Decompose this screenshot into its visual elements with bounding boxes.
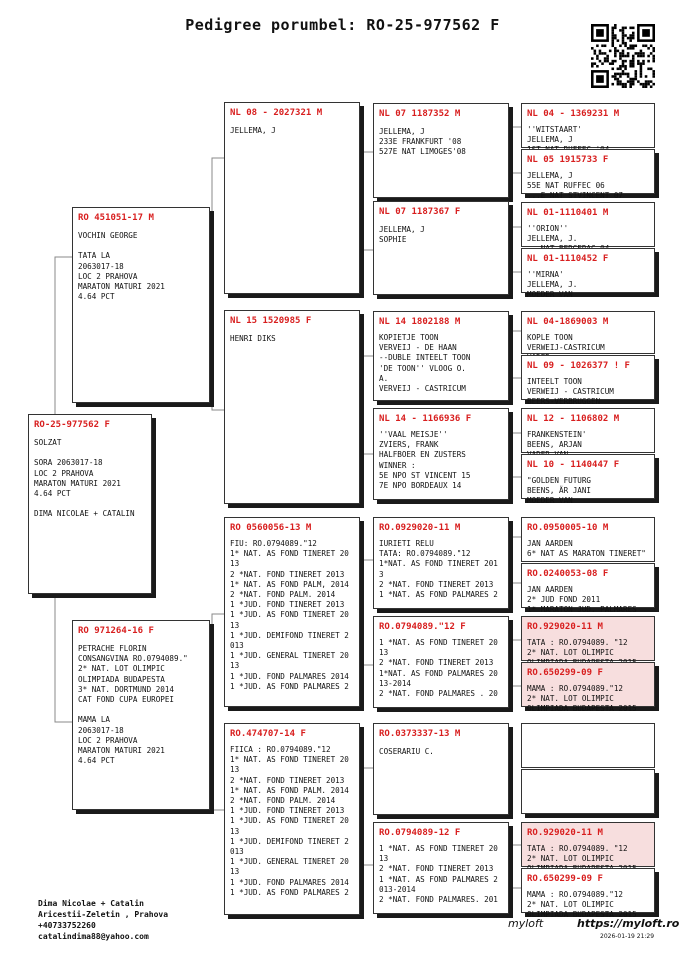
pigeon-card-gen3-3[interactable] <box>224 517 360 707</box>
pigeon-info: "GOLDEN FUTURG BEENS, ÄR JANI MOEDER VAN <box>527 476 592 506</box>
pigeon-card-gen5-12[interactable] <box>521 662 655 714</box>
owner-location: Aricestii-Zeletin , Prahova <box>38 910 169 919</box>
pigeon-info: TATA : RO.0794089. "12 2* NAT. LOT OLIMPIC <box>527 844 628 864</box>
pigeon-info: ''MIRNA' JELLEMA, J. MOEDER VAN <box>527 270 578 300</box>
pigeon-info: FIU: RO.0794089."12 1* NAT. AS FOND TINERET 20 13 2 *NAT. FOND TINERET 2013 1* NAT. AS FOND PALM, 2014 2 *NAT. FOND PALM. 2014 1 *JUD. FOND TINERET 2013 1 *JUD. AS FOND TINERET 20 13 1 *JUD. DEMIFOND TINERET 2 013 1 *JUD. GENERAL TINERET 20 13 1 *JUD. FOND PALMARES 2014 1 *JUD. AS FOND PALMARES 2 <box>230 539 349 691</box>
myloft-logo: myloft <box>508 917 544 930</box>
pigeon-info: SOLZAT SORA 2063017-18 LOC 2 PRAHOVA MARATON MATURI 2021 4.64 PCT DIMA NICOLAE + CATALIN <box>34 438 135 519</box>
pigeon-card-gen5-8[interactable] <box>521 454 655 506</box>
owner-contact <box>38 898 168 942</box>
pigeon-card-gen5-6[interactable] <box>521 355 655 407</box>
pigeon-info: MAMA : RO.0794089."12 2* NAT. LOT OLIMPIC OLIMPIADA BUDAPESTA 2015 <box>527 684 637 714</box>
pigeon-card-gen5-9[interactable] <box>521 517 655 562</box>
pigeon-card-gen3-1[interactable] <box>224 102 360 294</box>
pigeon-info: ''VAAL MEISJE'' ZVIERS, FRANK HALFBOER EN ZUSTERS WINNER : 5E NPO ST VINCENT 15 7E NPO BORDEAUX 14 <box>379 430 471 491</box>
pigeon-card-gen4-2[interactable] <box>373 201 509 295</box>
pigeon-card-gen5-14-empty[interactable] <box>521 769 655 814</box>
ring-number: RO.474707-14 F <box>230 729 306 739</box>
pigeon-card-gen4-3[interactable] <box>373 311 509 401</box>
pigeon-info: JELLEMA, J 233E FRANKFURT '08 527E NAT LIMOGES'08 <box>379 127 466 157</box>
pigeon-card-gen5-4[interactable] <box>521 248 655 300</box>
ring-number: NL 14 1802188 M <box>379 317 461 327</box>
ring-number: RO.929020-11 M <box>527 622 603 632</box>
pigeon-card-gen5-7[interactable] <box>521 408 655 453</box>
website-link[interactable]: https://myloft.ro <box>577 917 680 930</box>
pigeon-info: MAMA : RO.0794089."12 2* NAT. LOT OLIMPIC OLIMPIADA BUDAPESTA 2015 <box>527 890 637 920</box>
pigeon-card-gen5-16[interactable] <box>521 868 655 920</box>
ring-number: RO.929020-11 M <box>527 828 603 838</box>
pigeon-info: JAN AARDEN 2* JUD FOND 2011 1* MARATON JUD. PALMARES <box>527 585 637 615</box>
ring-number: NL 04 - 1369231 M <box>527 109 620 119</box>
pigeon-card-gen3-2[interactable] <box>224 310 360 504</box>
pigeon-card-gen5-11[interactable] <box>521 616 655 661</box>
pigeon-info: KOPIETJE TOON VERVEIJ - DE HAAN --DUBLE INTEELT TOON 'DE TOON'' VLOOG O. A. VERVEIJ - CASTRICUM <box>379 333 471 394</box>
pigeon-info: ''ORION'' JELLEMA, J. <box>527 224 578 244</box>
pigeon-card-gen5-15[interactable] <box>521 822 655 867</box>
pigeon-info: JAN AARDEN 6* NAT AS MARATON TINERET" <box>527 539 646 559</box>
pigeon-info: HENRI DIKS <box>230 334 276 343</box>
ring-number: NL 08 - 2027321 M <box>230 108 323 118</box>
pigeon-card-dam[interactable] <box>72 620 210 810</box>
ring-number: NL 09 - 1026377 ! F <box>527 361 630 371</box>
pigeon-info: KOPLE TOON VERWEIJ-CASTRICUM <box>527 333 605 353</box>
pigeon-info: VOCHIN GEORGE TATA LA 2063017-18 LOC 2 PRAHOVA MARATON MATURI 2021 4.64 PCT <box>78 231 165 302</box>
pigeon-info: JELLEMA, J 55E NAT RUFFEC 06 ...E NAT STVINCENT 07 <box>527 171 624 201</box>
ring-number: RO.0240053-08 F <box>527 569 609 579</box>
pigeon-card-gen4-4[interactable] <box>373 408 509 500</box>
pigeon-card-sire[interactable] <box>72 207 210 403</box>
ring-number: NL 01-1110452 F <box>527 254 609 264</box>
pigeon-card-gen4-1[interactable] <box>373 103 509 198</box>
ring-number: NL 07 1187352 M <box>379 109 461 119</box>
pigeon-card-gen4-5[interactable] <box>373 517 509 609</box>
ring-number: NL 05 1915733 F <box>527 155 609 165</box>
ring-number: RO 451051-17 M <box>78 213 154 223</box>
pigeon-card-gen5-10[interactable] <box>521 563 655 615</box>
pigeon-card-gen4-8[interactable] <box>373 822 509 914</box>
ring-number: RO 971264-16 F <box>78 626 154 636</box>
pigeon-card-gen3-4[interactable] <box>224 723 360 915</box>
owner-phone: +40733752260 <box>38 921 96 930</box>
pigeon-info: FRANKENSTEIN' BEENS, ARJAN <box>527 430 587 450</box>
pigeon-info: ''WITSTAART' JELLEMA, J <box>527 125 582 145</box>
ring-number: RO 0560056-13 M <box>230 523 312 533</box>
pigeon-info: FIICA : RO.0794089."12 1* NAT. AS FOND TINERET 20 13 2 *NAT. FOND TINERET 2013 1* NAT. AS FOND PALM. 2014 2 *NAT. FOND PALM. 2014 1 *JUD. FOND TINERET 2013 1 *JUD. AS FOND TINERET 20 13 1 *JUD. DEMIFOND TINERET 2 013 1 *JUD. GENERAL TINERET 20 13 1 *JUD. FOND PALMARES 2014 1 *JUD. AS FOND PALMARES 2 <box>230 745 349 897</box>
ring-number: NL 10 - 1140447 F <box>527 460 620 470</box>
pigeon-info: COSERARIU C. <box>379 747 434 756</box>
pigeon-info: JELLEMA, J SOPHIE <box>379 225 425 245</box>
generated-timestamp: 2026-01-19 21:29 <box>600 933 655 940</box>
owner-name: Dima Nicolae + Catalin <box>38 899 144 908</box>
ring-number: NL 12 - 1106802 M <box>527 414 620 424</box>
owner-email[interactable]: catalindima88@yahoo.com <box>38 932 149 941</box>
pigeon-card-subject[interactable] <box>28 414 152 594</box>
pigeon-card-gen4-6[interactable] <box>373 616 509 708</box>
ring-number: NL 04-1869003 M <box>527 317 609 327</box>
page-title: Pedigree porumbel: RO-25-977562 F <box>185 16 500 34</box>
pigeon-info: JELLEMA, J <box>230 126 276 135</box>
ring-number: NL 15 1520985 F <box>230 316 312 326</box>
ring-number: RO.0794089."12 F <box>379 622 466 632</box>
pigeon-info: 1 *NAT. AS FOND TINERET 20 13 2 *NAT. FOND TINERET 2013 1 *NAT. AS FOND PALMARES 2 013-2014 2 *NAT. FOND PALMARES. 201 <box>379 844 498 905</box>
ring-number: NL 07 1187367 F <box>379 207 461 217</box>
pigeon-card-gen4-7[interactable] <box>373 723 509 815</box>
pigeon-info: TATA : RO.0794089. "12 2* NAT. LOT OLIMPIC <box>527 638 628 658</box>
pigeon-info: PETRACHE FLORIN CONSANGVINA RO.0794089." 2* NAT. LOT OLIMPIC OLIMPIADA BUDAPESTA 3* NAT. DORTMUND 2014 CAT FOND CUPA EUROPEI MAMA LA 2063017-18 LOC 2 PRAHOVA MARATON MATURI 2021 4.64 PCT <box>78 644 188 766</box>
pigeon-card-gen5-2[interactable] <box>521 149 655 201</box>
pigeon-card-gen5-3[interactable] <box>521 202 655 247</box>
pigeon-card-gen5-5[interactable] <box>521 311 655 354</box>
ring-number: NL 14 - 1166936 F <box>379 414 472 424</box>
pigeon-info: IURIETI RELU TATA: RO.0794089."12 1*NAT. AS FOND TINERET 201 3 2 *NAT. FOND TINERET 2013 1 *NAT. AS FOND PALMARES 2 <box>379 539 498 600</box>
ring-number: NL 01-1110401 M <box>527 208 609 218</box>
ring-number: RO.0794089-12 F <box>379 828 461 838</box>
pigeon-card-gen5-1[interactable] <box>521 103 655 148</box>
ring-number: RO.650299-09 F <box>527 874 603 884</box>
pigeon-card-gen5-13-empty[interactable] <box>521 723 655 768</box>
ring-number: RO-25-977562 F <box>34 420 110 430</box>
pigeon-info: INTEELT TOON VERWEIJ - CASTRICUM BEERS-VERBRUGGEN <box>527 377 614 407</box>
ring-number: RO.0373337-13 M <box>379 729 461 739</box>
ring-number: RO.0950005-10 M <box>527 523 609 533</box>
ring-number: RO.650299-09 F <box>527 668 603 678</box>
pigeon-info: 1 *NAT. AS FOND TINERET 20 13 2 *NAT. FOND TINERET 2013 1*NAT. AS FOND PALMARES 20 13-2014 2 *NAT. FOND PALMARES . 20 <box>379 638 498 699</box>
ring-number: RO.0929020-11 M <box>379 523 461 533</box>
